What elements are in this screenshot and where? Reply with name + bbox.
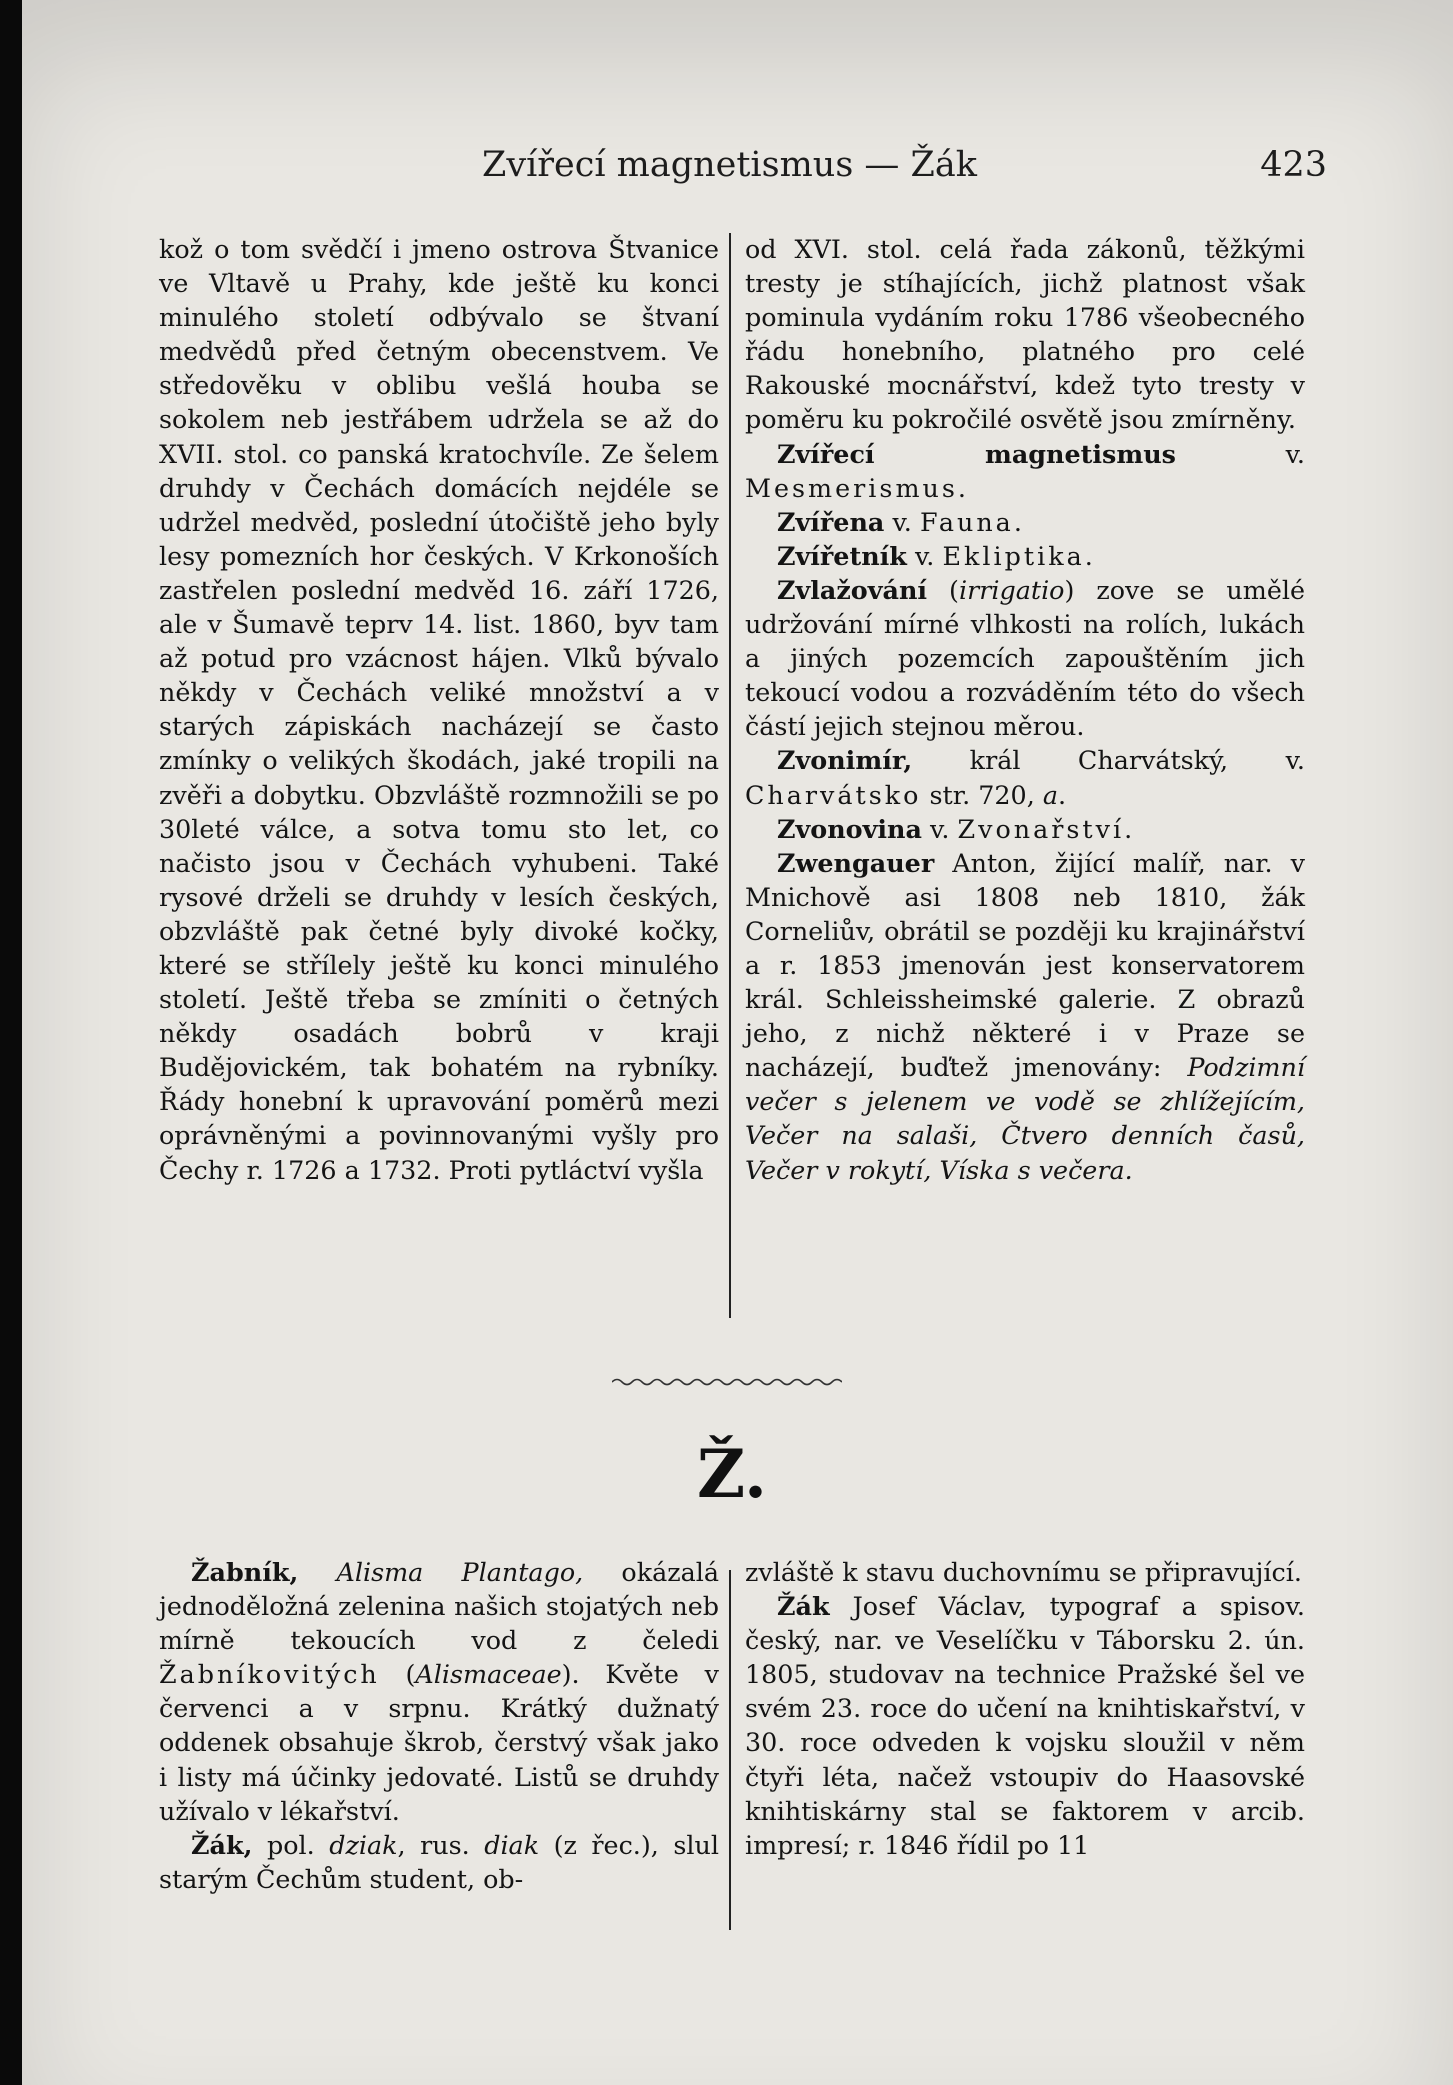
page — [22, 0, 1453, 2085]
paragraph-continuation: kož o tom svědčí i jmeno ostrova Štvanice ve Vltavě u Prahy, kde ještě ku konci minulého století odbývalo se štvaní medvědů před četným obecenstvem. Ve středověku v oblibu vešlá houba se sokolem neb jestřábem udržela se až do XVII. stol. co panská kratochvíle. Ze šelem druhdy v Čechách domácích nejdéle se udržel medvěd, poslední útočiště jeho byly lesy pomezních hor českých. V Krkonoších zastřelen poslední medvěd 16. září 1726, ale v Šumavě teprv 14. list. 1860, byv tam až potud pro vzácnost hájen. Vlků bývalo někdy v Čechách veliké množství a v starých zápiskách nacházejí se často zmínky o velikých škodách, jaké tropili na zvěři a dobytku. Obzvláště rozmnožili se po 30leté válce, a sotva tomu sto let, co načisto jsou v Čechách vyhubeni. Také rysové drželi se druhdy v lesích českých, obzvláště pak četné byly divoké kočky, které se střílely ještě ku konci minulého století. Ještě třeba se zmíniti o četných někdy osadách bobrů v kraji Budějovickém, tak bohatém na rybníky. Řády honební k upravování poměrů mezi oprávněnými a povinnovanými vyšly pro Čechy r. 1726 a 1732. Proti pytláctví vyšla — [159, 234, 719, 1185]
cross-reference: Charvátsko — [745, 779, 922, 810]
entry-zak-josef-vaclav: Žák Josef Václav, typograf a spisov. český, nar. ve Veselíčku v Táborsku 2. ún. 1805, studovav na technice Pražské šel ve svém 23. roce do učení na knihtiskařství, v 30. roce odveden k vojsku sloužil v něm čtyři léta, načež vstoupiv do Haasovské knihtiskárny stal se faktorem v arcib. impresí; r. 1846 řídil po 11 — [745, 1591, 1305, 1860]
cross-reference: Mesmerismus — [745, 472, 958, 503]
entry-headword: Zvonovina — [777, 813, 922, 844]
entry-zvirena: Zvířena v. Fauna. — [777, 506, 1022, 537]
entry-headword: Žabník, — [191, 1557, 299, 1587]
entry-headword: Zvířecí magnetismus — [777, 438, 1176, 469]
entry-zabnik: Žabník, Alisma Plantago, okázalá jednoděložná zelenina našich stojatých neb mírně tekoucích vod z čeledi Žabníkovitých (Alismaceae). Květe v červenci a v srpnu. Krátký dužnatý oddenek obsahuje škrob, čerstvý však jako i listy má účinky jedovaté. Listů se druhdy užívalo v lékařství. — [159, 1557, 719, 1826]
entry-zwengauer: Zwengauer Anton, žijící malíř, nar. v Mnichově asi 1808 neb 1810, žák Corneliův, obrátil se později ku krajinářství a r. 1853 jmenován jest konservatorem král. Schleissheimské galerie. Z obrazů jeho, z nichž některé i v Praze se nacházejí, buďtež jmenovány: Podzimní večer s jelenem ve vodě se zhlížejícím, Večer na salaši, Čtvero denních časů, Večer v rokytí, Víska s večera. — [745, 847, 1305, 1185]
bottom-right-column — [745, 1555, 1305, 1862]
top-right-column — [745, 232, 1305, 1187]
entry-headword: Zvířetník — [777, 540, 907, 571]
paragraph-continuation: zvláště k stavu duchovnímu se připravující. — [745, 1557, 1302, 1587]
latin-term: Alisma Plantago, — [298, 1557, 584, 1587]
entry-headword: Zvonimír, — [777, 745, 913, 776]
cross-reference: Ekliptika — [942, 540, 1085, 571]
entry-zvireci-magnetismus: Zvířecí magnetismus v. Mesmerismus. — [745, 438, 1305, 503]
column-divider-top — [729, 233, 731, 1318]
entry-zvonovina: Zvonovina v. Zvonařství. — [777, 813, 1133, 844]
entry-headword: Žák, — [191, 1829, 253, 1860]
cross-reference: Zvonařství — [957, 813, 1125, 844]
entry-headword: Zvířena — [777, 506, 885, 537]
wavy-ornament — [612, 1376, 842, 1388]
page-number: 423 — [1260, 145, 1327, 185]
entry-headword: Zvlažování — [777, 574, 928, 605]
cross-reference: Fauna — [919, 506, 1014, 537]
entry-zvonimir: Zvonimír, král Charvátský, v. Charvátsko str. 720, a. — [745, 745, 1305, 810]
latin-term: irrigatio — [958, 574, 1065, 605]
family-name: Žabníkovitých — [159, 1659, 380, 1690]
entry-headword: Zwengauer — [777, 847, 935, 878]
entry-zvlazovani: Zvlažování (irrigatio) zove se umělé udržování mírné vlhkosti na rolích, lukách a jiných pozemcích zapouštěním jich tekoucí vodou a rozváděním této do všech částí jejich stejnou měrou. — [745, 574, 1306, 742]
entry-headword: Žák — [777, 1591, 830, 1622]
header-title: Zvířecí magnetismus — Žák — [482, 145, 977, 185]
paragraph-continuation: od XVI. stol. celá řada zákonů, těžkými tresty je stíhajících, jichž platnost však pominula vydáním roku 1786 všeobecného řádu honebního, platného pro celé Rakouské mocnářství, kdež tyto tresty v poměru ku pokročilé osvětě jsou zmírněny. — [745, 234, 1305, 435]
works-list: Podzimní večer s jelenem ve vodě se zhlížejícím, Večer na salaši, Čtvero denních časů, Večer v rokytí, Víska s večera. — [745, 1052, 1305, 1185]
bottom-left-column — [159, 1555, 719, 1896]
section-letter: Ž. — [697, 1435, 767, 1513]
top-left-column — [159, 232, 719, 1187]
column-divider-bottom — [729, 1570, 731, 1930]
latin-term: Alismaceae — [415, 1659, 562, 1690]
entry-zak: Žák, pol. dziak, rus. diak (z řec.), slul starým Čechům student, ob- — [159, 1829, 719, 1894]
entry-zviretnik: Zvířetník v. Ekliptika. — [777, 540, 1093, 571]
